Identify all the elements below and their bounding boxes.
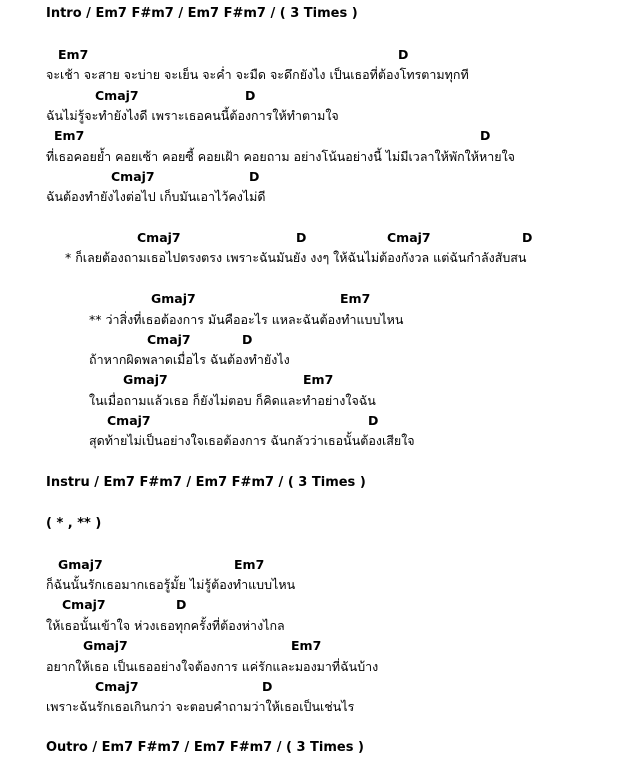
lyric-line: จะเช้า จะสาย จะบ่าย จะเย็น จะค่ำ จะมืด จะดึกยังไง เป็นเธอที่ต้องโทรตามทุกที — [46, 67, 469, 82]
chord: Cmaj7 — [387, 230, 431, 245]
chord: D — [249, 169, 260, 184]
chord: Cmaj7 — [62, 597, 106, 612]
repeat-marker: ( * , ** ) — [46, 516, 102, 531]
chord: Em7 — [234, 557, 265, 572]
lyric-line: อยากให้เธอ เป็นเธออย่างใจต้องการ แค่รักและมองมาที่ฉันบ้าง — [46, 659, 379, 674]
chord: Gmaj7 — [123, 372, 168, 387]
lyric-line: เพราะฉันรักเธอเกินกว่า จะตอบคำถามว่าให้เธอเป็นเช่นไร — [46, 699, 355, 714]
lyric-line: ** ว่าสิ่งที่เธอต้องการ มันคืออะไร แหละฉันต้องทำแบบไหน — [89, 312, 404, 327]
chord: D — [398, 47, 409, 62]
instru-line: Instru / Em7 F#m7 / Em7 F#m7 / ( 3 Times ) — [46, 475, 366, 490]
chord: Gmaj7 — [83, 638, 128, 653]
chord: D — [368, 413, 379, 428]
chord: Cmaj7 — [107, 413, 151, 428]
lyric-line: ในเมื่อถามแล้วเธอ ก็ยังไม่ตอบ ก็คิดและทำอย่างใจฉัน — [89, 393, 376, 408]
chord: Cmaj7 — [95, 679, 139, 694]
chord: Em7 — [291, 638, 322, 653]
chord: Em7 — [303, 372, 334, 387]
chord: Em7 — [58, 47, 89, 62]
lyric-line: ฉันต้องทำยังไงต่อไป เก็บมันเอาไว้คงไม่ดี — [46, 189, 266, 204]
chord: D — [176, 597, 187, 612]
chord: Cmaj7 — [147, 332, 191, 347]
chord: Gmaj7 — [151, 291, 196, 306]
outro-line: Outro / Em7 F#m7 / Em7 F#m7 / ( 3 Times ) — [46, 740, 364, 755]
chord: Em7 — [54, 128, 85, 143]
lyric-line: สุดท้ายไม่เป็นอย่างใจเธอต้องการ ฉันกลัวว่าเธอนั้นต้องเสียใจ — [89, 433, 415, 448]
chord: D — [245, 88, 256, 103]
lyric-line: * ก็เลยต้องถามเธอไปตรงตรง เพราะฉันมันยัง งงๆ ให้ฉันไม่ต้องกังวล แต่ฉันกำลังสับสน — [65, 250, 527, 265]
chord: D — [522, 230, 533, 245]
chord: Cmaj7 — [111, 169, 155, 184]
chord: Gmaj7 — [58, 557, 103, 572]
intro-line: Intro / Em7 F#m7 / Em7 F#m7 / ( 3 Times ) — [46, 6, 358, 21]
chord: D — [480, 128, 491, 143]
lyric-line: ให้เธอนั้นเข้าใจ ห่วงเธอทุกครั้งที่ต้องห่างไกล — [46, 618, 285, 633]
lyric-line: ที่เธอคอยย้ำ คอยเซ้า คอยซี้ คอยเฝ้า คอยถาม อย่างโน้นอย่างนี้ ไม่มีเวลาให้พักให้หายใจ — [46, 149, 516, 164]
chord: Cmaj7 — [137, 230, 181, 245]
chord: Cmaj7 — [95, 88, 139, 103]
chord: D — [262, 679, 273, 694]
lyric-line: ก็ฉันนั้นรักเธอมากเธอรู้มั้ย ไม่รู้ต้องทำแบบไหน — [46, 577, 296, 592]
chord: Em7 — [340, 291, 371, 306]
chord: D — [242, 332, 253, 347]
lyric-line: ถ้าหากผิดพลาดเมื่อไร ฉันต้องทำยังไง — [89, 352, 290, 367]
lyric-line: ฉันไม่รู้จะทำยังไงดี เพราะเธอคนนี้ต้องการให้ทำตามใจ — [46, 108, 339, 123]
chord: D — [296, 230, 307, 245]
